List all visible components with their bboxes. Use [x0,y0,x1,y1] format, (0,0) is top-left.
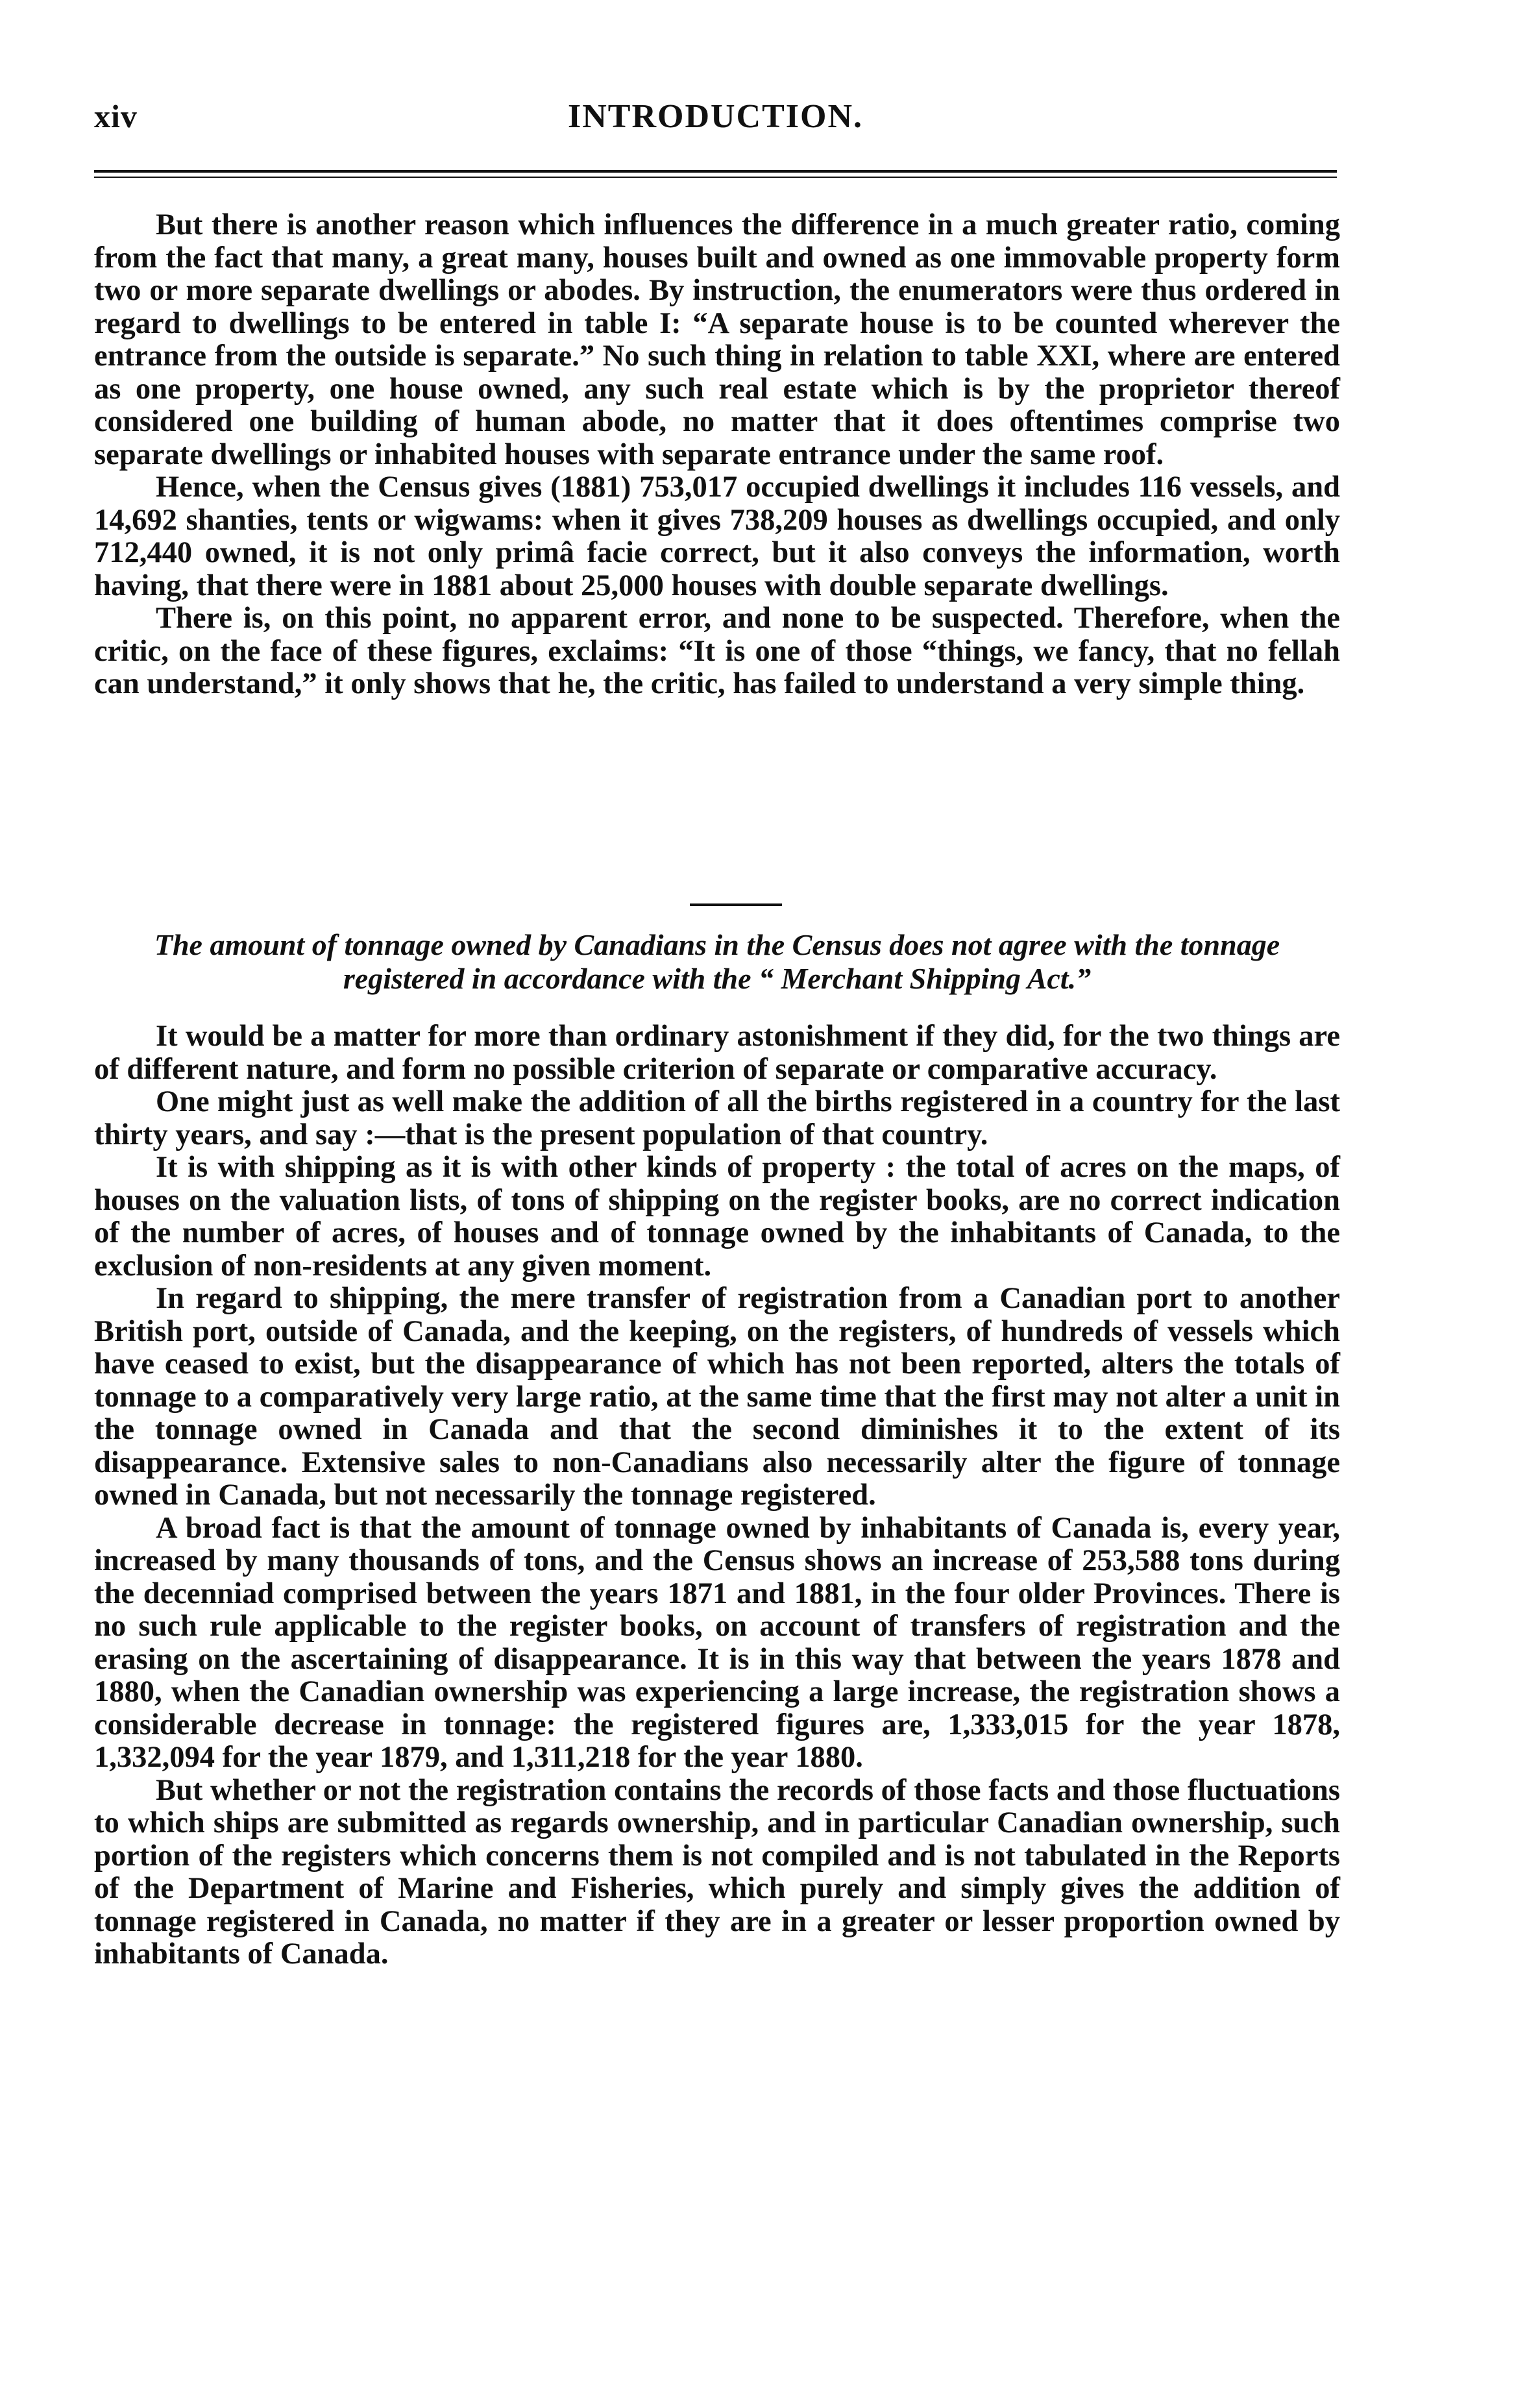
paragraph: Hence, when the Census gives (1881) 753,017 occupied dwellings it includes 116 vessels, and 14,692 shanties, tents or wigwams: when it gives 738,209 houses as dwellings occupied, and only 712,440 owned, it is not only primâ facie correct, but it also conveys the information, worth having, that there were in 1881 about 25,000 houses with double separate dwellings. [94,471,1340,602]
paragraph: In regard to shipping, the mere transfer of registration from a Canadian port to another British port, outside of Canada, and the keeping, on the registers, of hundreds of vessels which have ceased to exist, but the disappearance of which has not been reported, alters the totals of tonnage to a comparatively very large ratio, at the same time that the first may not alter a unit in the tonnage owned in Canada and that the second diminishes it to the extent of its disappearance. Extensive sales to non-Canadians also necessarily alter the figure of tonnage owned in Canada, but not necessarily the tonnage registered. [94,1282,1340,1512]
header-rule [94,170,1337,173]
body-section-dwellings [94,209,1340,701]
section-divider [690,903,782,906]
paragraph: One might just as well make the addition of all the births registered in a country for the last thirty years, and say :—that is the present population of that country. [94,1085,1340,1151]
header-rule-thin [94,177,1337,178]
paragraph: A broad fact is that the amount of tonnage owned by inhabitants of Canada is, every year, increased by many thousands of tons, and the Census shows an increase of 253,588 tons during the decenniad comprised between the years 1871 and 1881, in the four older Provinces. There is no such rule applicable to the register books, on account of transfers of registration and the erasing on the ascertaining of disappearance. It is in this way that between the years 1878 and 1880, when the Canadian ownership was experiencing a large increase, the registration shows a considerable decrease in tonnage: the registered figures are, 1,333,015 for the year 1878, 1,332,094 for the year 1879, and 1,311,218 for the year 1880. [94,1511,1340,1774]
paragraph: But whether or not the registration contains the records of those facts and those fluctuations to which ships are submitted as regards ownership, and in particular Canadian ownership, such portion of the registers which concerns them is not compiled and is not tabulated in the Reports of the Department of Marine and Fisheries, which purely and simply gives the addition of tonnage registered in Canada, no matter if they are in a greater or lesser proportion owned by inhabitants of Canada. [94,1773,1340,1971]
section-subheading: The amount of tonnage owned by Canadians in the Census does not agree with the tonnage registered in accordance with the “ Merchant Shipping Act.” [154,928,1280,995]
body-section-tonnage [94,1020,1340,1971]
page-header [94,97,1337,149]
running-head: INTRODUCTION. [567,98,864,135]
paragraph: There is, on this point, no apparent error, and none to be suspected. Therefore, when the critic, on the face of these figures, exclaims: “It is one of those “things, we fancy, that no fellah can understand,” it only shows that he, the critic, has failed to understand a very simple thing. [94,602,1340,700]
page-number: xiv [94,98,138,134]
paragraph: It is with shipping as it is with other kinds of property : the total of acres on the maps, of houses on the valuation lists, of tons of shipping on the register books, are no correct indication of the number of acres, of houses and of tonnage owned by the inhabitants of Canada, to the exclusion of non-residents at any given moment. [94,1151,1340,1283]
paragraph: It would be a matter for more than ordinary astonishment if they did, for the two things are of different nature, and form no possible criterion of separate or comparative accuracy. [94,1020,1340,1086]
paragraph: But there is another reason which influences the difference in a much greater ratio, coming from the fact that many, a great many, houses built and owned as one immovable property form two or more separate dwellings or abodes. By instruction, the enumerators were thus ordered in regard to dwellings to be entered in table I: “A separate house is to be counted wherever the entrance from the outside is separate.” No such thing in relation to table XXI, where are entered as one property, one house owned, any such real estate which is by the proprietor thereof considered one building of human abode, no matter that it does oftentimes comprise two separate dwellings or inhabited houses with separate entrance under the same roof. [94,208,1340,471]
